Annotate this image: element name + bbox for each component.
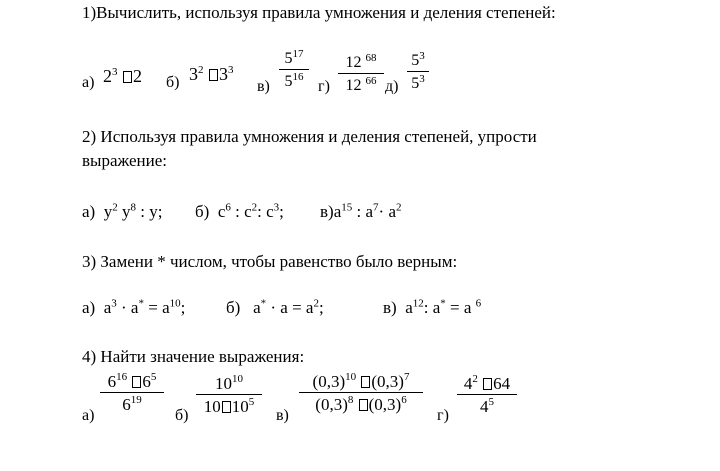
task1-d-label: д) — [385, 78, 399, 95]
task3-v-label: в) — [383, 298, 397, 317]
task4-b-fraction: $10^{10}$ 10 $10^5$ — [196, 374, 262, 415]
unrendered-operator-glyph — [361, 376, 370, 388]
task3-b: б) $a^* \cdot a = a^2$; — [226, 297, 324, 317]
task4-a-fraction: $6^{16}$ $6^5$ $6^{19}$ — [100, 372, 164, 413]
unrendered-operator-glyph — [222, 401, 231, 413]
task1-heading: 1)Вычислить, используя правила умножения и деления степеней: — [82, 3, 556, 22]
task1-a-label: а) — [82, 74, 95, 91]
task2-b-label: б) — [195, 202, 210, 221]
task3-b-label: б) — [226, 298, 241, 317]
unrendered-operator-glyph — [132, 376, 141, 388]
task1-b-expression: $3^2$ $3^3$ — [189, 64, 234, 84]
task1-g-fraction: 12 $^{68}$ 12 $^{66}$ — [338, 53, 384, 94]
task4-heading: 4) Найти значение выражения: — [82, 347, 305, 366]
task1-v-fraction: $5^{17}$ $5^{16}$ — [279, 49, 309, 90]
task1-g-label: г) — [318, 78, 330, 95]
task3-a-label: а) — [82, 298, 96, 317]
task2-a: а) $y^2$ $y^8$ : y; — [82, 201, 163, 221]
task1-b-label: б) — [166, 74, 180, 91]
task4-v-label: в) — [276, 407, 289, 424]
task2-a-label: а) — [82, 202, 96, 221]
task4-a-label: а) — [82, 407, 95, 424]
task3-heading: 3) Замени * числом, чтобы равенство было верным: — [82, 252, 458, 271]
task4-v-fraction: $(0,3)^{10}$ $(0,3)^7$ $(0,3)^8$ $(0,3)^6$ — [299, 372, 423, 413]
task2-v-label: в) — [320, 202, 334, 221]
task2-heading-line2: выражение: — [82, 151, 168, 170]
task4-g-label: г) — [437, 407, 449, 424]
task2-b: б) $c^6$ : $c^2$: $c^3$; — [195, 201, 284, 221]
unrendered-operator-glyph — [483, 378, 492, 390]
task3-a: а) $a^3 \cdot a^* = a^{10}$; — [82, 297, 186, 317]
task3-v: в) $a^{12}$: a* = a $^6$ — [383, 297, 482, 317]
task2-v: $в)a^{15}$ : $a^7\cdot a^2$ — [320, 201, 402, 221]
unrendered-operator-glyph — [123, 71, 132, 83]
task1-v-label: в) — [257, 78, 270, 95]
unrendered-operator-glyph — [359, 399, 368, 411]
task1-a-expression: $2^3$ 2 — [103, 66, 142, 86]
task1-d-fraction: $5^3$ $5^3$ — [407, 51, 429, 92]
task4-b-label: б) — [175, 407, 189, 424]
unrendered-operator-glyph — [209, 69, 218, 81]
task2-heading-line1: 2) Используя правила умножения и деления степеней, упрости — [82, 127, 537, 146]
task4-g-fraction: $4^2$ 64 $4^5$ — [457, 374, 517, 415]
